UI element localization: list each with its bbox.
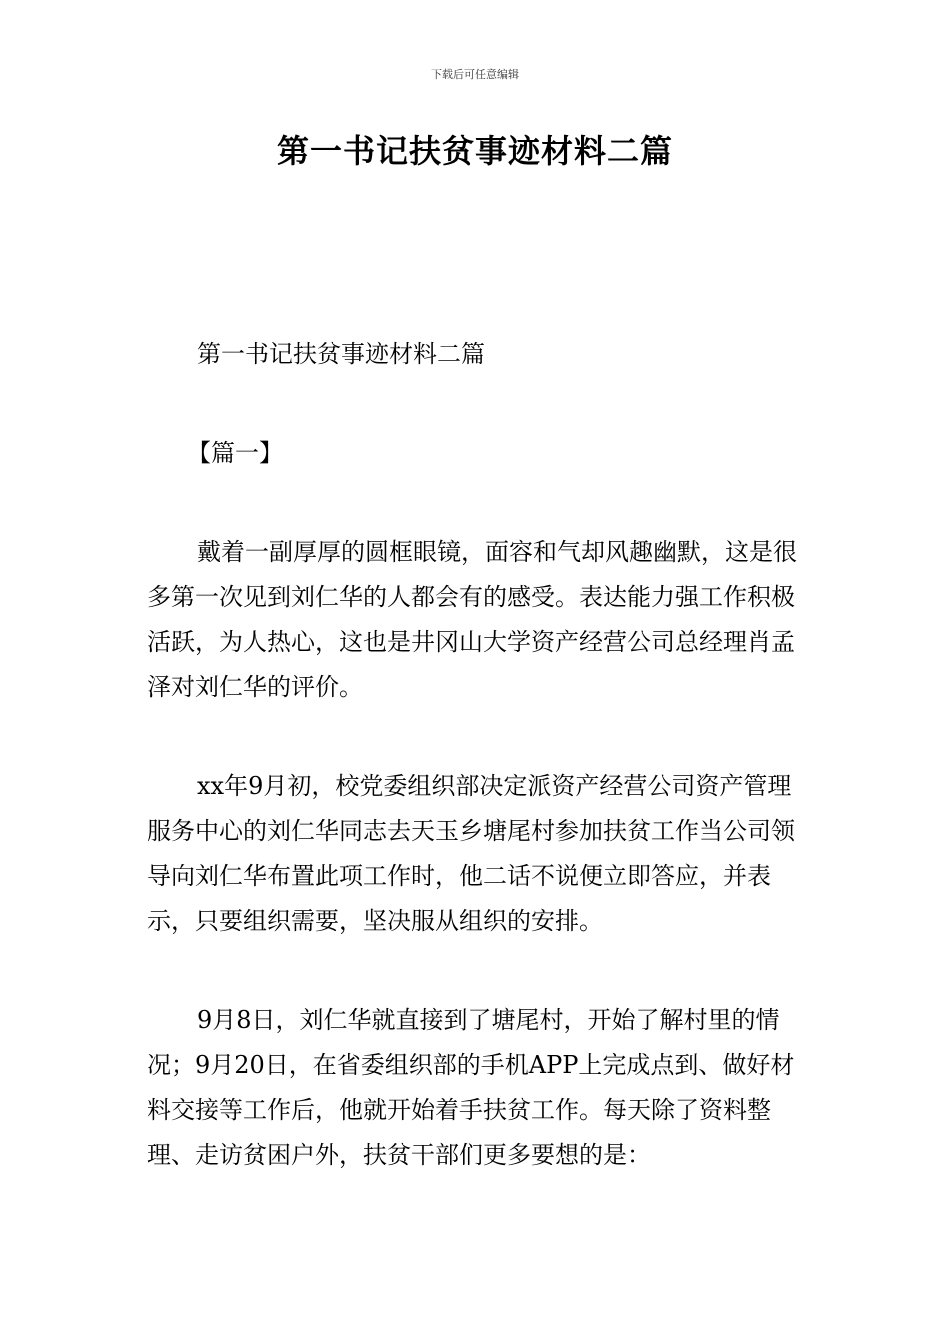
paragraph: xx年9月初，校党委组织部决定派资产经营公司资产管理服务中心的刘仁华同志去天玉乡塘尾村参加扶贫工作当公司领导向刘仁华布置此项工作时，他二话不说便立即答应，并表示，只要组织需要，坚决服从组织的安排。: [147, 772, 795, 935]
document-subtitle: 第一书记扶贫事迹材料二篇: [197, 340, 485, 368]
section-label: 【篇一】: [187, 439, 283, 467]
paragraph: 戴着一副厚厚的圆框眼镜，面容和气却风趣幽默，这是很多第一次见到刘仁华的人都会有的感受。表达能力强工作积极活跃，为人热心，这也是井冈山大学资产经营公司总经理肖孟泽对刘仁华的评价。: [147, 538, 797, 701]
document-title: 第一书记扶贫事迹材料二篇: [276, 132, 673, 170]
page-header-note: 下载后可任意编辑: [431, 68, 519, 81]
paragraph: 9月8日，刘仁华就直接到了塘尾村，开始了解村里的情况；9月20日，在省委组织部的手机APP上完成点到、做好材料交接等工作后，他就开始着手扶贫工作。每天除了资料整理、走访贫困户外，扶贫干部们更多要想的是：: [147, 1006, 795, 1169]
document-body: [147, 332, 807, 1178]
